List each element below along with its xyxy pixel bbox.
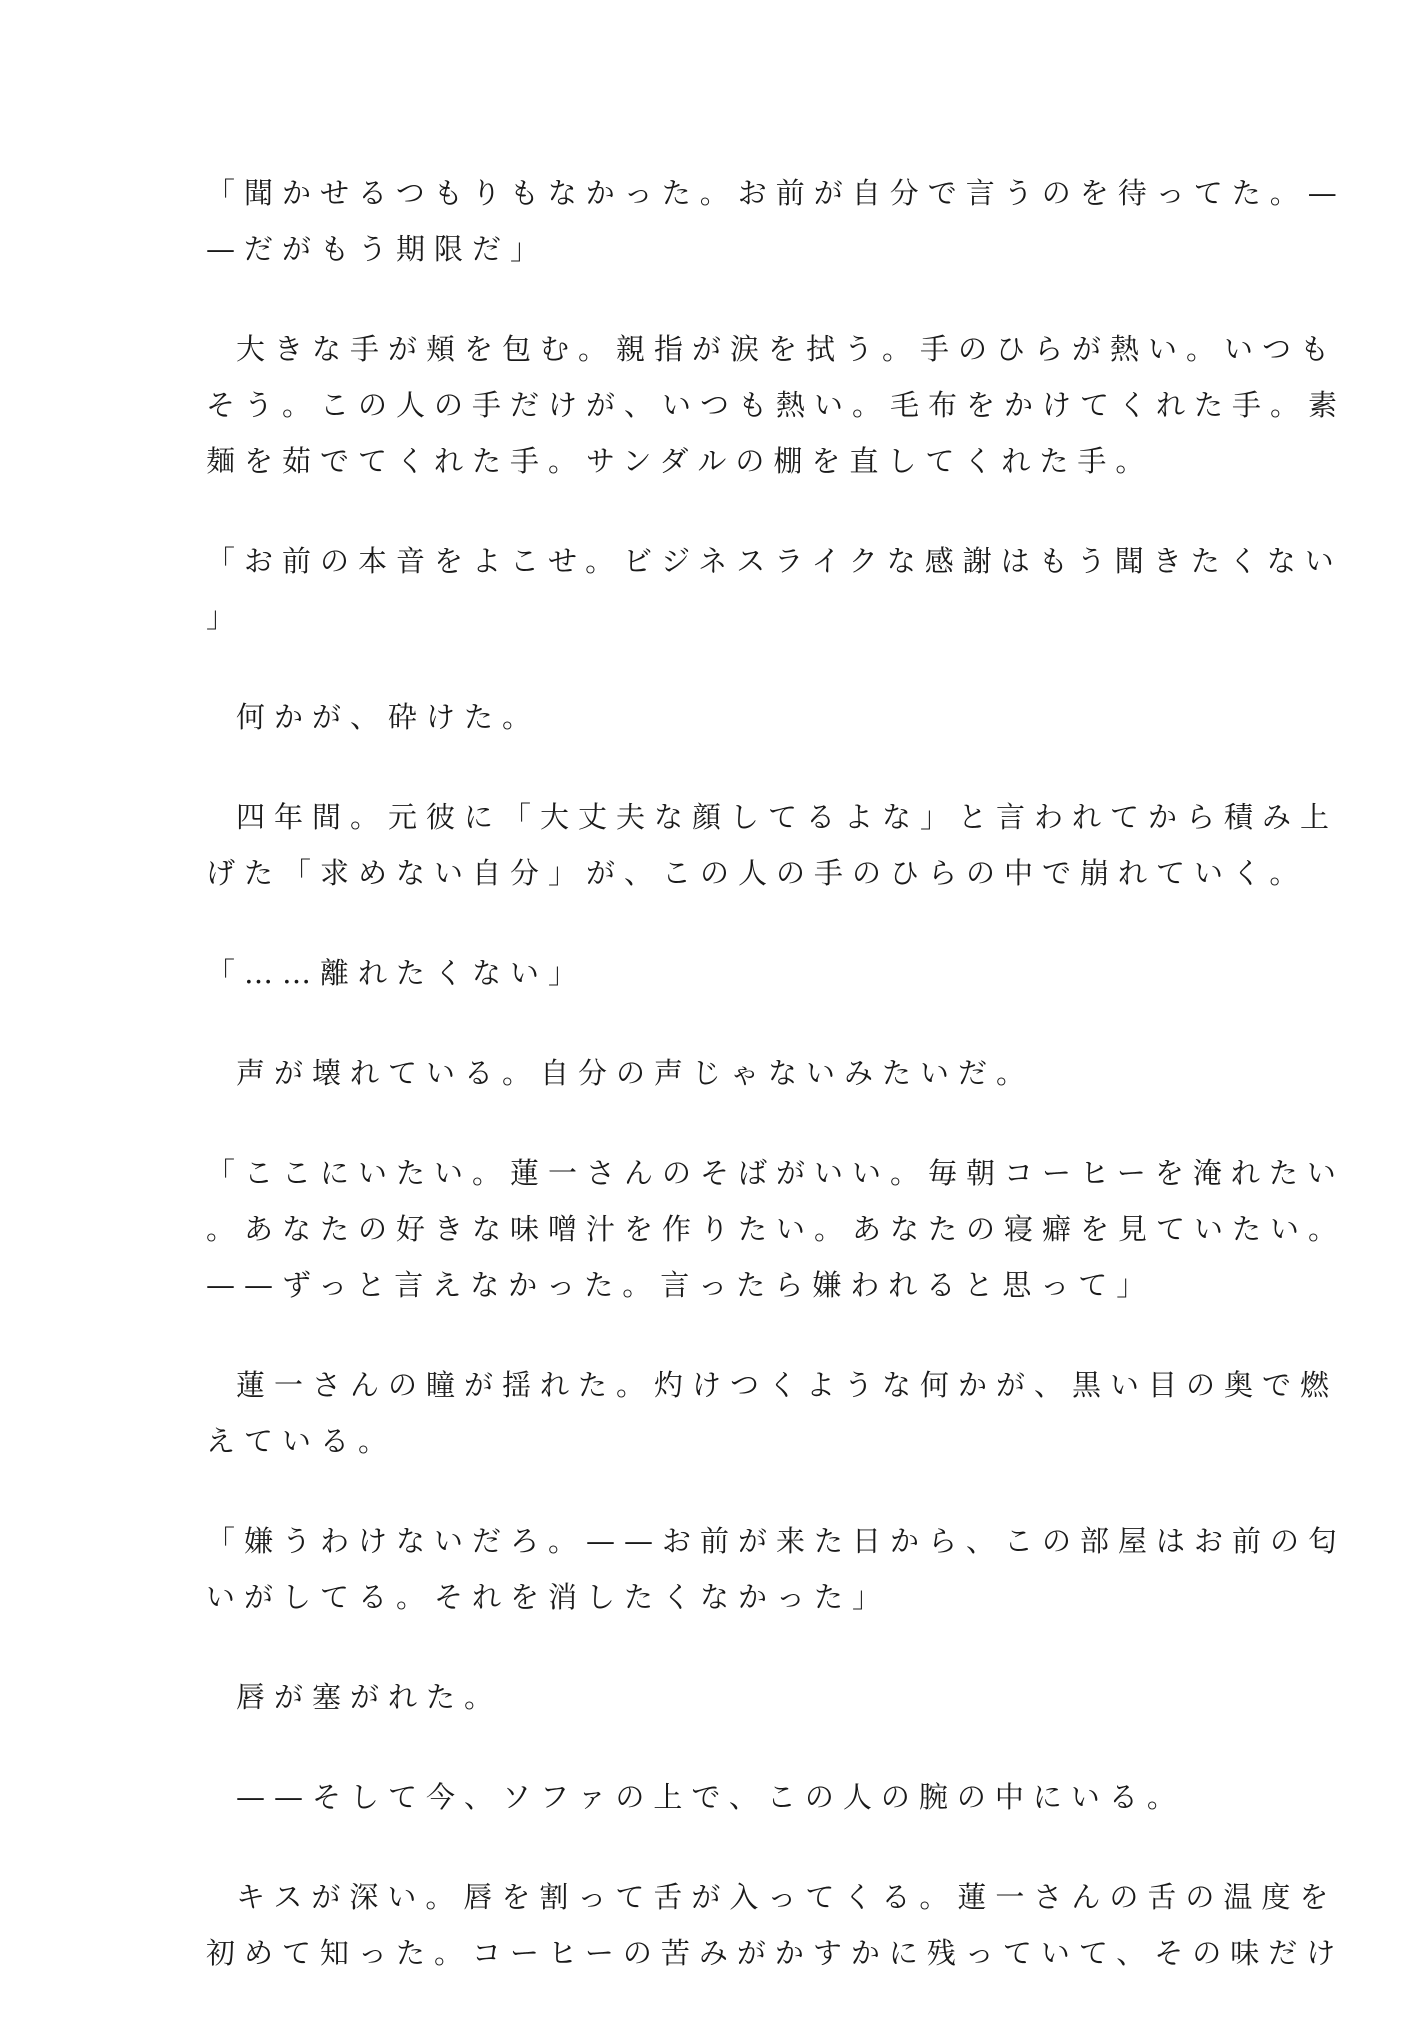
text-line: 声が壊れている。自分の声じゃないみたいだ。 (236, 1056, 1035, 1090)
text-line: そう。この人の手だけが、いつも熱い。毛布をかけてくれた手。素 (206, 388, 1347, 422)
dialogue-paragraph (206, 533, 1343, 645)
text-line: 四年間。元彼に「大丈夫な顔してるよな」と言われてから積み上 (236, 800, 1339, 834)
text-line: 「ここにいたい。蓮一さんのそばがいい。毎朝コーヒーを淹れたい (206, 1156, 1345, 1190)
text-line: 「お前の本音をよこせ。ビジネスライクな感謝はもう聞きたくない (206, 544, 1343, 578)
text-line: えている。 (206, 1424, 397, 1458)
text-line: 。あなたの好きな味噌汁を作りたい。あなたの寝癖を見ていたい。 (206, 1212, 1347, 1246)
text-line: 麺を茹でてくれた手。サンダルの棚を直してくれた手。 (206, 444, 1154, 478)
text-line: 唇が塞がれた。 (236, 1680, 503, 1714)
narration-paragraph (206, 789, 1339, 901)
text-line: —だがもう期限だ」 (206, 232, 549, 266)
narration-paragraph (206, 1869, 1345, 1981)
novel-text-body (206, 165, 1347, 2025)
dialogue-paragraph (206, 945, 1206, 1001)
text-line: 大きな手が頬を包む。親指が涙を拭う。手のひらが熱い。いつも (236, 332, 1339, 366)
text-line: ——そして今、ソファの上で、この人の腕の中にいる。 (236, 1780, 1185, 1814)
dialogue-paragraph (206, 165, 1346, 277)
text-line: ——ずっと言えなかった。言ったら嫌われると思って」 (206, 1268, 1155, 1302)
narration-paragraph (206, 1769, 1206, 1825)
text-line: 「……離れたくない」 (206, 956, 587, 990)
text-line: げた「求めない自分」が、この人の手のひらの中で崩れていく。 (206, 856, 1308, 890)
text-line: 「聞かせるつもりもなかった。お前が自分で言うのを待ってた。— (206, 176, 1346, 210)
dialogue-paragraph (206, 1513, 1347, 1625)
text-line: 初めて知った。コーヒーの苦みがかすかに残っていて、その味だけ (206, 1936, 1345, 1970)
text-line: 何かが、砕けた。 (236, 700, 541, 734)
text-line: 」 (206, 600, 245, 634)
narration-paragraph (206, 1045, 1206, 1101)
narration-paragraph (206, 689, 1206, 745)
text-line: 「嫌うわけないだろ。——お前が来た日から、この部屋はお前の匂 (206, 1524, 1347, 1558)
narration-paragraph (206, 1669, 1206, 1725)
narration-paragraph (206, 1357, 1339, 1469)
text-line: いがしてる。それを消したくなかった」 (206, 1580, 891, 1614)
narration-paragraph (206, 321, 1347, 489)
text-line: 蓮一さんの瞳が揺れた。灼けつくような何かが、黒い目の奥で燃 (236, 1368, 1339, 1402)
dialogue-paragraph (206, 1145, 1347, 1313)
text-line: キスが深い。唇を割って舌が入ってくる。蓮一さんの舌の温度を (236, 1880, 1338, 1914)
